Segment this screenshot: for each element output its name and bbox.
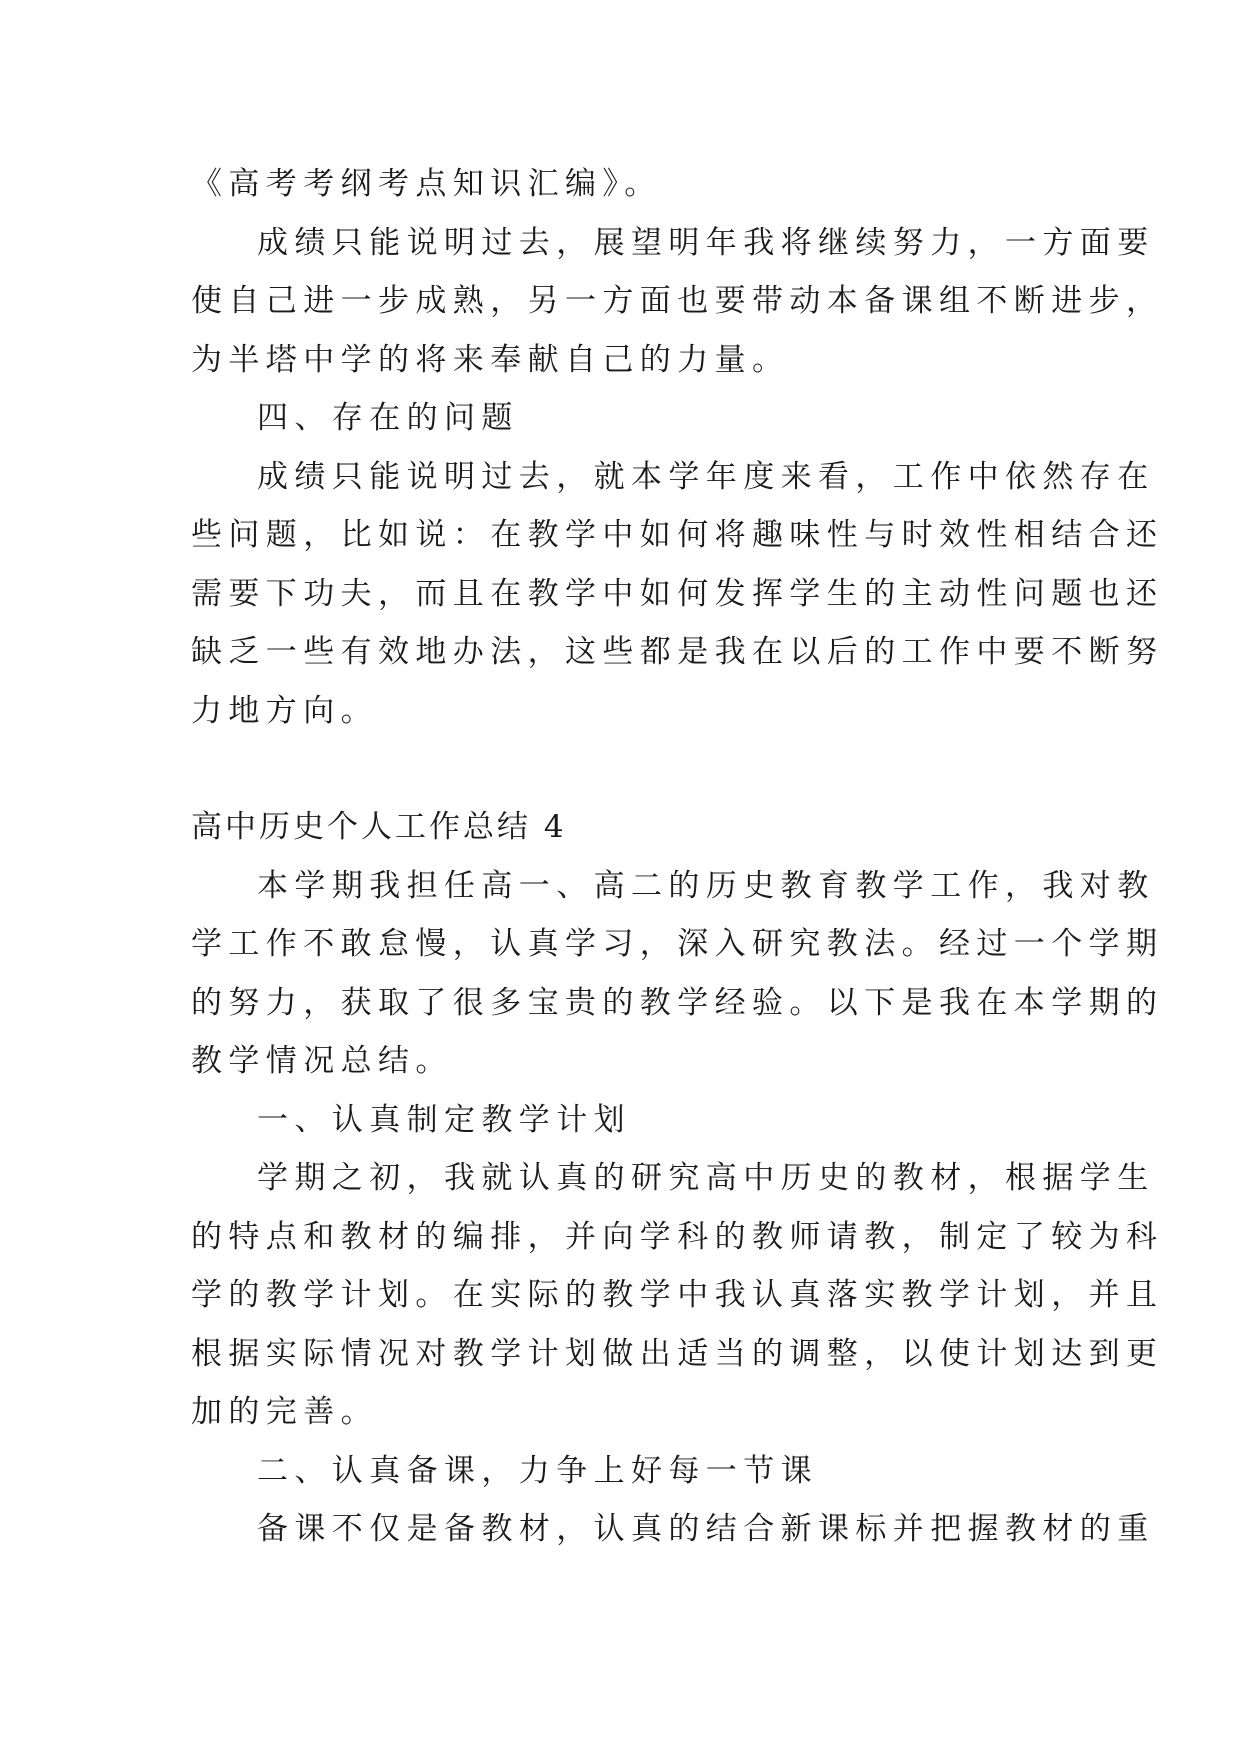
text-line: 备课不仅是备教材，认真的结合新课标并把握教材的重 <box>257 1511 1155 1547</box>
text-line: 加的完善。 <box>191 1394 378 1430</box>
text-line: 力地方向。 <box>191 692 378 729</box>
text-line: 根据实际情况对教学计划做出适当的调整，以使计划达到更 <box>191 1335 1164 1372</box>
text-line: 学工作不敢怠慢，认真学习，深入研究教法。经过一个学期 <box>191 926 1164 962</box>
document-section-title: 高中历史个人工作总结 4 <box>191 809 567 845</box>
text-line: 缺乏一些有效地办法，这些都是我在以后的工作中要不断努 <box>191 634 1164 670</box>
section-heading: 二、认真备课，力争上好每一节课 <box>257 1452 818 1489</box>
text-line: 《高考考纲考点知识汇编》。 <box>191 166 662 202</box>
section-heading: 一、认真制定教学计划 <box>257 1101 631 1138</box>
text-line: 学的教学计划。在实际的教学中我认真落实教学计划，并且 <box>191 1277 1164 1313</box>
text-line: 本学期我担任高一、高二的历史教育教学工作，我对教 <box>257 867 1155 904</box>
text-line: 学期之初，我就认真的研究高中历史的教材，根据学生 <box>257 1160 1155 1196</box>
text-line: 的努力，获取了很多宝贵的教学经验。以下是我在本学期的 <box>191 984 1164 1021</box>
text-line: 成绩只能说明过去，展望明年我将继续努力，一方面要 <box>257 224 1155 261</box>
text-line: 些问题，比如说：在教学中如何将趣味性与时效性相结合还 <box>191 517 1164 553</box>
text-line: 的特点和教材的编排，并向学科的教师请教，制定了较为科 <box>191 1218 1164 1255</box>
text-line: 为半塔中学的将来奉献自己的力量。 <box>191 341 790 378</box>
document-page <box>191 155 1164 1559</box>
text-line: 教学情况总结。 <box>191 1043 453 1079</box>
text-line: 需要下功夫，而且在教学中如何发挥学生的主动性问题也还 <box>191 575 1164 612</box>
text-line: 使自己进一步成熟，另一方面也要带动本备课组不断进步， <box>191 283 1164 319</box>
paragraph-gap <box>191 740 1063 798</box>
text-line: 成绩只能说明过去，就本学年度来看，工作中依然存在 <box>257 458 1155 495</box>
section-heading: 四、存在的问题 <box>257 400 519 436</box>
